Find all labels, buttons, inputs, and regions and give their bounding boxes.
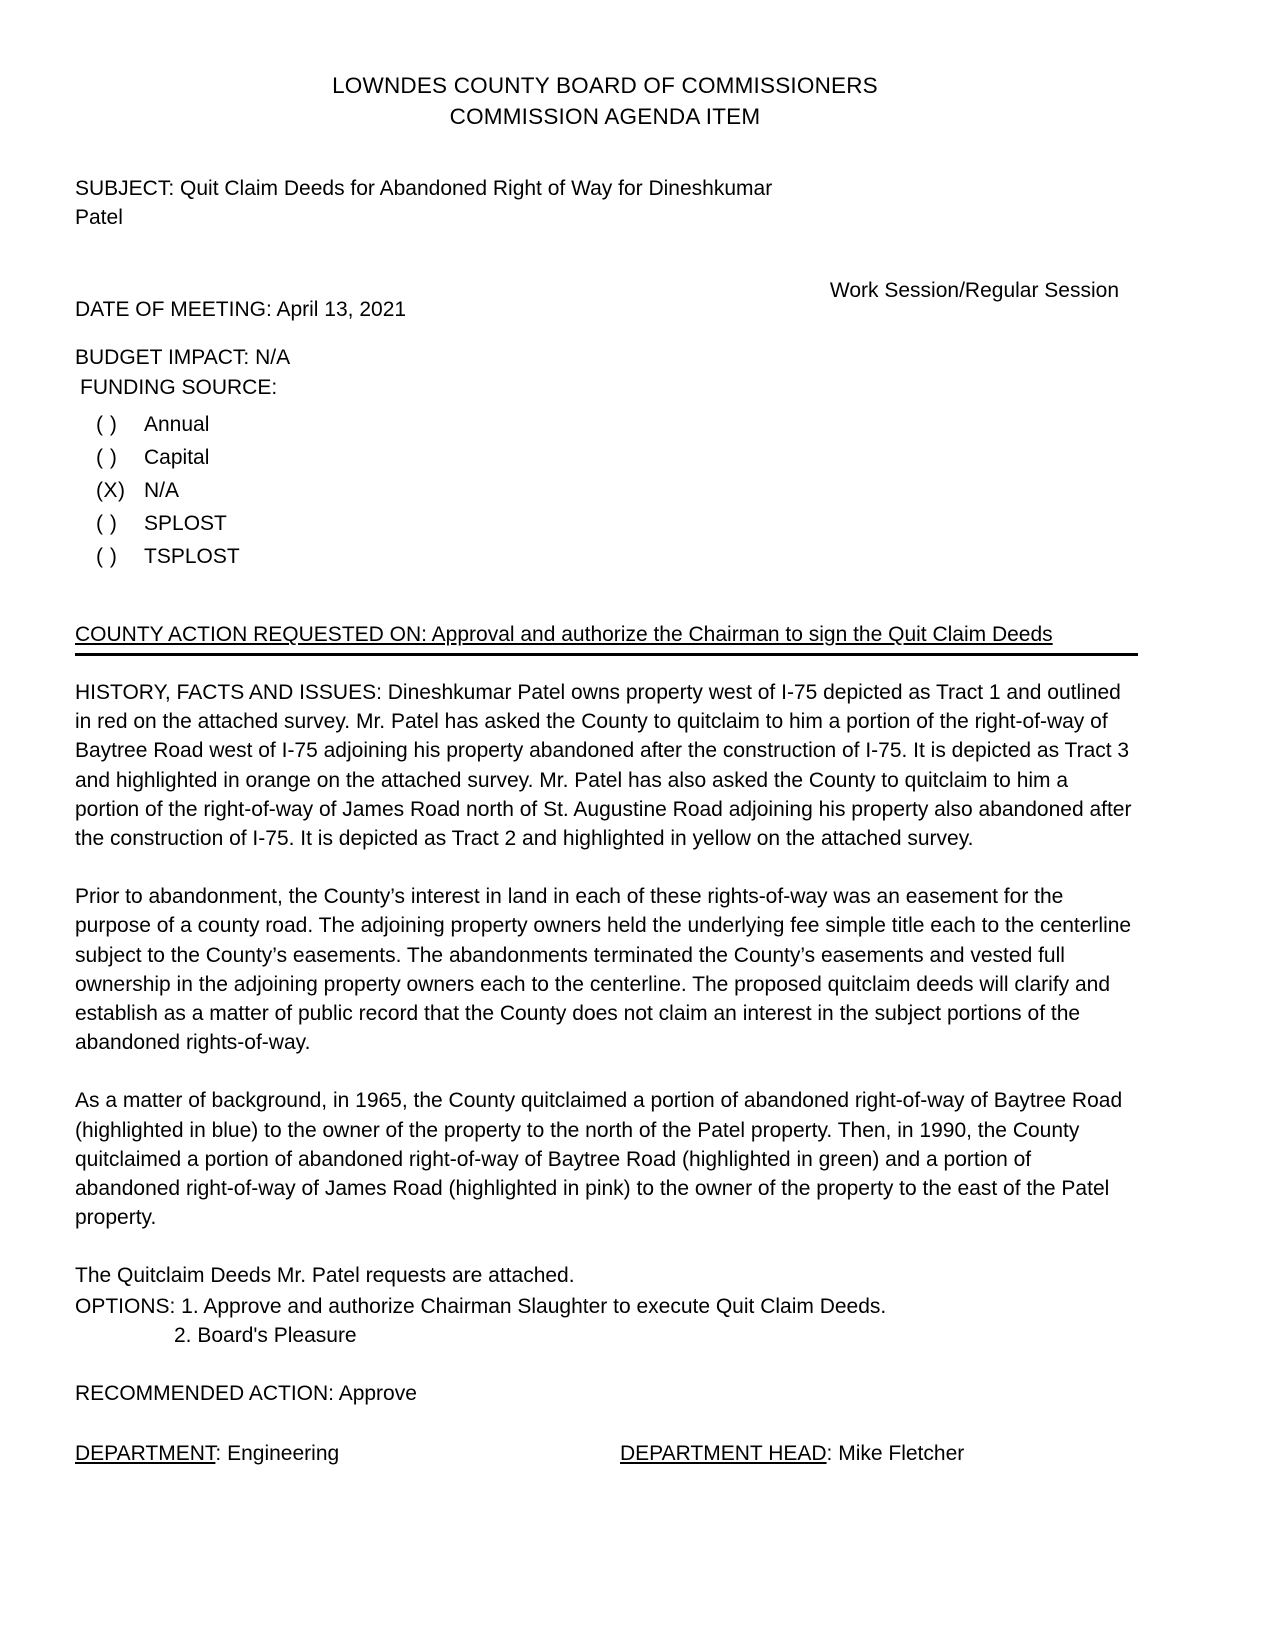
subject-section [75,174,1135,232]
checkbox-tsplost[interactable]: ( ) [96,545,118,568]
checkbox-capital[interactable]: ( ) [96,446,118,469]
funding-option-label-capital: Capital [144,446,210,469]
options-section [75,1292,1135,1350]
department-head-value: : Mike Fletcher [826,1441,965,1465]
funding-option-capital[interactable] [75,441,1135,474]
horizontal-divider [75,653,1138,656]
checkbox-splost[interactable]: ( ) [96,512,118,535]
header-line-1: LOWNDES COUNTY BOARD OF COMMISSIONERS [332,73,878,98]
department-footer [75,1439,1135,1469]
funding-option-splost[interactable] [75,507,1135,540]
budget-impact: BUDGET IMPACT: N/A [75,346,291,369]
department-head-block [620,1439,964,1468]
header-line-2: COMMISSION AGENDA ITEM [449,104,761,129]
options-line-1: OPTIONS: 1. Approve and authorize Chairman Slaughter to execute Quit Claim Deeds. [75,1294,887,1318]
department-head-label: DEPARTMENT HEAD [620,1441,827,1465]
funding-source-options [75,408,1135,573]
history-section [75,678,1135,1291]
funding-option-label-tsplost: TSPLOST [144,545,240,568]
subject-line-2: Patel [75,206,123,229]
funding-source-label: FUNDING SOURCE: [80,376,278,399]
history-paragraph-2: Prior to abandonment, the County’s interest in land in each of these rights-of-way was an easement for the purpose of a county road. The adjoining property owners held the underlying fee simple title each to the centerline subject to the County’s easements. The abandonments terminated the County’s easements and vested full ownership in the adjoining property owners each to the centerline. The proposed quitclaim deeds will clarify and establish as a matter of public record that the County does not claim an interest in the subject portions of the abandoned rights-of-way. [75,885,1132,1055]
meeting-section [75,279,1135,321]
county-action-requested: COUNTY ACTION REQUESTED ON: Approval and authorize the Chairman to sign the Quit Claim Deeds [75,623,1053,646]
recommended-action: RECOMMENDED ACTION: Approve [75,1381,417,1405]
funding-option-label-na: N/A [144,479,180,502]
department-value: : Engineering [215,1441,340,1465]
subject-line-1: SUBJECT: Quit Claim Deeds for Abandoned Right of Way for Dineshkumar [75,177,773,200]
funding-option-tsplost[interactable] [75,540,1135,573]
funding-option-na[interactable] [75,474,1135,507]
department-label: DEPARTMENT [75,1441,216,1465]
history-paragraph-1: HISTORY, FACTS AND ISSUES: Dineshkumar Patel owns property west of I-75 depicted as Tract 1 and outlined in red on the attached survey. Mr. Patel has asked the County to quitclaim to him a portion of the right-of-way of Baytree Road west of I-75 adjoining his property abandoned after the construction of I-75. It is depicted as Tract 3 and highlighted in orange on the attached survey. Mr. Patel has also asked the County to quitclaim to him a portion of the right-of-way of James Road north of St. Augustine Road adjoining his property also abandoned after the construction of I-75. It is depicted as Tract 2 and highlighted in yellow on the attached survey. [75,681,1132,851]
department-block [75,1439,339,1468]
session-type: Work Session/Regular Session [829,279,1119,302]
options-line-2: 2. Board's Pleasure [174,1323,357,1347]
history-paragraph-4: The Quitclaim Deeds Mr. Patel requests are attached. [75,1264,575,1288]
document-header [75,0,1135,132]
budget-section [75,343,1135,573]
funding-option-label-splost: SPLOST [144,512,227,535]
history-paragraph-3: As a matter of background, in 1965, the County quitclaimed a portion of abandoned right-of-way of Baytree Road (highlighted in blue) to the owner of the property to the north of the Patel property. Then, in 1990, the County quitclaimed a portion of abandoned right-of-way of Baytree Road (highlighted in green) and a portion of abandoned right-of-way of James Road (highlighted in pink) to the owner of the property to the east of the Patel property. [75,1089,1123,1230]
funding-option-label-annual: Annual [144,413,210,436]
document-sheet [75,0,1135,1469]
funding-option-annual[interactable] [75,408,1135,441]
checkbox-na[interactable]: (X) [96,479,126,502]
meeting-date: DATE OF MEETING: April 13, 2021 [75,298,407,321]
checkbox-annual[interactable]: ( ) [96,413,118,436]
